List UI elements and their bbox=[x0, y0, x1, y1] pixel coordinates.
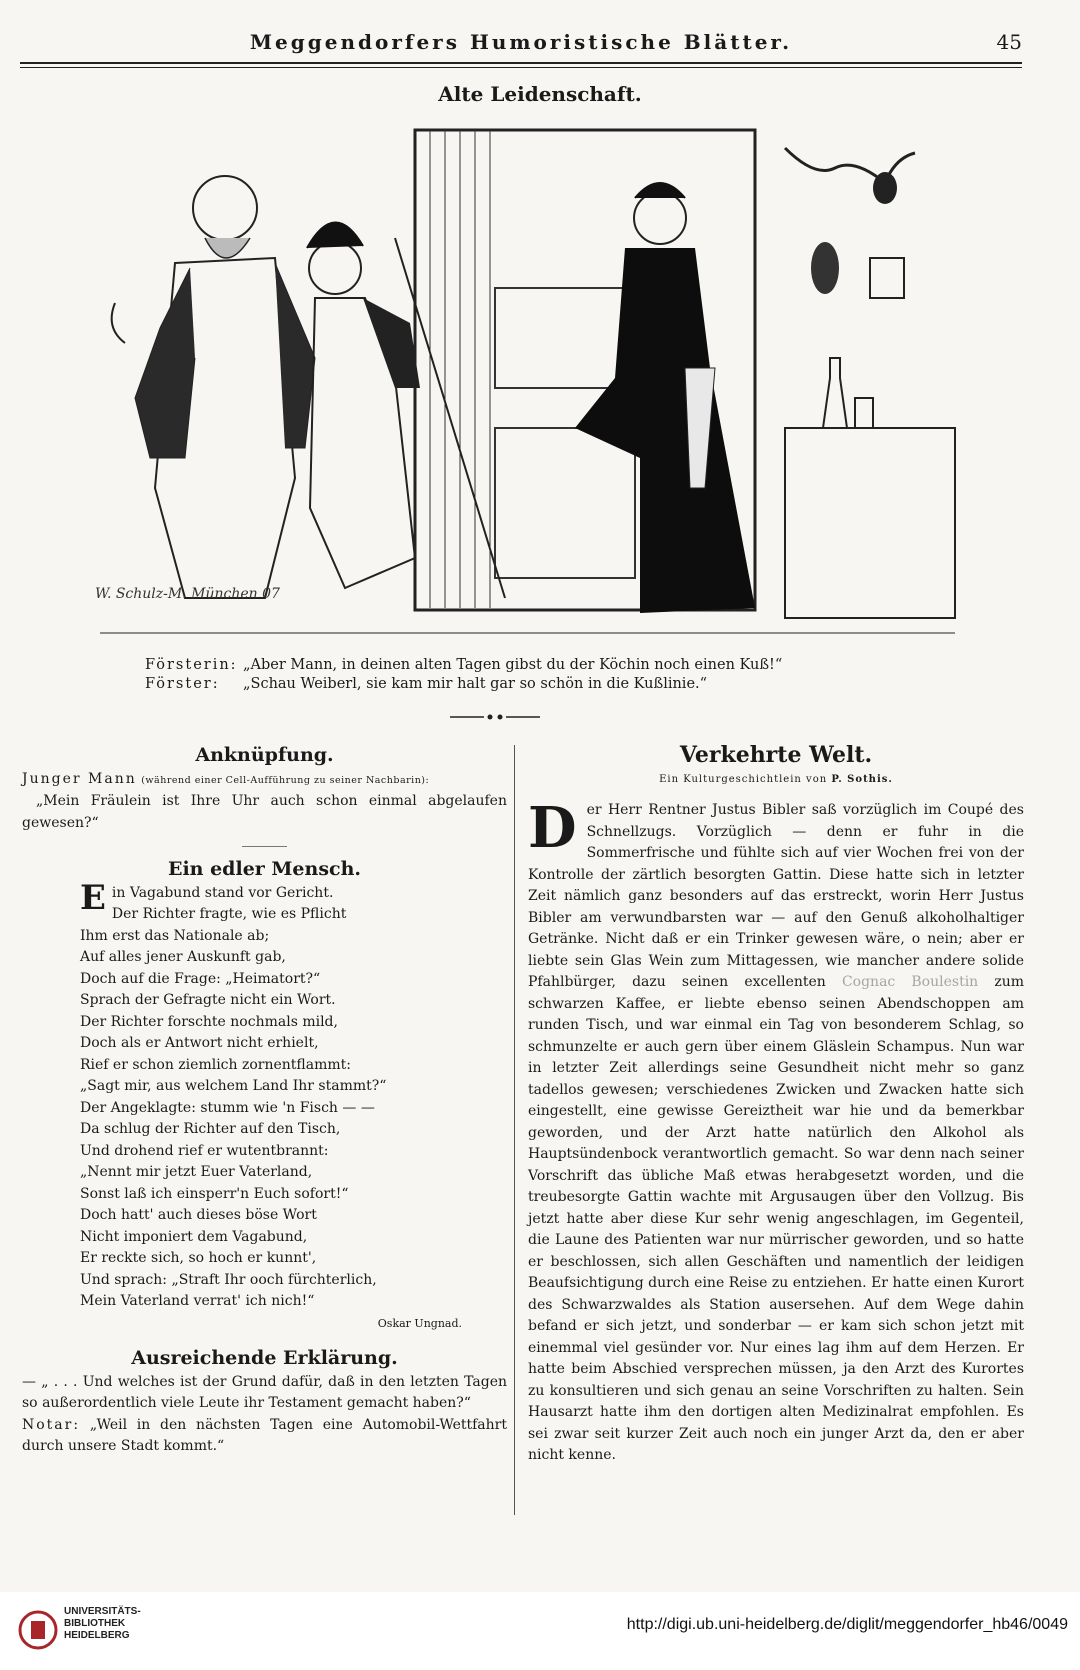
edel-author: Oskar Ungnad. bbox=[377, 1316, 462, 1330]
cartoon-caption bbox=[145, 656, 782, 694]
page-number: 45 bbox=[996, 30, 1022, 54]
column-divider bbox=[514, 745, 515, 1515]
aus-line-1: — „ . . . Und welches ist der Grund dafür, daß in den letzten Tagen so außerordentlich viele Leute ihr Testament gemacht haben?“ bbox=[22, 1373, 507, 1411]
deer-trophy-icon bbox=[873, 172, 897, 204]
chamois-trophy-icon bbox=[811, 242, 839, 294]
page-header bbox=[20, 30, 1022, 56]
caption-line-2: Förster: „Schau Weiberl, sie kam mir halt gar so schön in die Kußlinie.“ bbox=[145, 676, 708, 692]
header-rule bbox=[20, 62, 1022, 64]
right-column bbox=[528, 742, 1025, 1467]
artist-signature: W. Schulz-M. München 07 bbox=[95, 586, 280, 602]
story-body: Der Herr Rentner Justus Bibler saß vorzüglich im Coupé des Schnellzugs. Vorzüglich — denn er fuhr in die Sommerfrische und fühlte sich auf vier Wochen frei von der Kontrolle der zärtlich besorgten Gattin. Diese hatte sich in letzter Zeit nämlich ganz besonders auf das erstreckt, worin Herr Justus Bibler am verwundbarsten war — auf den Genuß alkoholhaltiger Getränke. Nicht daß er ein Trinker gewesen wäre, o nein; aber er liebte sein Glas Wein zum Mittagessen, wie mancher andere solide Pfahlbürger, dazu seinen excellenten Cognac Boulestin zum schwarzen Kaffee, er liebte ebenso seinen Abendschoppen am runden Tisch, und war einmal ein Tag von besonderem Schlag, so schmunzelte er auch gern über einem Gläslein Schampus. Nun war in letzter Zeit allerdings seine Gesundheit nicht mehr so ganz tadellos gewesen; verschiedenes Zwicken und Zwacken hatte sich eingestellt, eine gewisse Gereiztheit war hie und da bemerkbar geworden, und der Arzt hatte natürlich den Alkohol als Hauptsündenbock verantwortlich gemacht. So war denn nach seiner Vorschrift das übliche Maß etwas herabgesetzt worden, und die treubesorgte Gattin wachte mit Argusaugen über den Vollzug. Bis jetzt hatte aber diese Kur sehr wenig angeschlagen, im Gegenteil, die Laune des Patienten war nur mürrischer geworden, und so hatte er beschlossen, sich allen Geschäften und namentlich der leidigen Beaufsichtigung durch eine Reise zu entziehen. Er hatte einen Kurort des Schwarzwaldes als Station ausersehen. Auf dem Wege dahin befand er sich jetzt, und sonderbar — er kam sich schon jetzt mit einemmal viel gesünder vor. Nur eines lag ihm auf dem Herzen. Er hatte beim Abschied versprechen müssen, ja den Arzt des Kurortes zu konsultieren und sich genau an seine Vorschriften zu halten. Sein Hausarzt hatte ihm den dortigen alten Medizinalrat empfohlen. Es sei zwar seit kurzer Zeit auch noch ein junger Arzt da, den er aber nicht kenne. bbox=[528, 795, 1025, 1463]
ankn-title: Anknüpfung. bbox=[195, 744, 334, 766]
wall-picture-icon bbox=[870, 258, 904, 298]
broom-icon bbox=[395, 238, 505, 598]
carafe-icon bbox=[823, 358, 847, 428]
magazine-title: Meggendorfers Humoristische Blätter. bbox=[249, 30, 793, 54]
glass-icon bbox=[855, 398, 873, 428]
story-subtitle: Ein Kulturgeschichtlein von P. Sothis. bbox=[659, 773, 893, 785]
library-name: UNIVERSITÄTS- BIBLIOTHEK HEIDELBERG bbox=[64, 1606, 141, 1641]
source-url-link[interactable]: http://digi.ub.uni-heidelberg.de/diglit/meggendorfer_hb46/0049 bbox=[626, 1616, 1068, 1633]
cartoon-title: Alte Leidenschaft. bbox=[438, 82, 642, 106]
story-title: Verkehrte Welt. bbox=[679, 742, 873, 768]
section-separator bbox=[242, 846, 287, 847]
header-rule-thin bbox=[20, 67, 1022, 68]
university-seal-icon bbox=[18, 1610, 58, 1650]
left-column bbox=[22, 745, 507, 1458]
edel-poem: Ein Vagabund stand vor Gericht. Der Richter fragte, wie es Pflicht Ihm erst das Nationale ab; Auf alles jener Auskunft gab, Doch auf die Frage: „Heimatort?“ Sprach der Gefragte nicht ein Wort. Der Richter forschte nochmals mild, Doch als er Antwort nicht erhielt, Rief er schon ziemlich zornentflammt: „Sagt mir, aus welchem Land Ihr stammt?“ Der Angeklagte: stumm wie 'n Fisch — — Da schlug der Richter auf den Tisch, Und drohend rief er wutentbrannt: „Nennt mir jetzt Euer Vaterland, Sonst laß ich einsperr'n Euch sofort!“ Doch hatt' auch dieses böse Wort Nicht imponiert dem Vagabund, Er reckte sich, so hoch er kunnt', Und sprach: „Straft Ihr ooch fürchterlich, Mein Vaterland verrat' ich nich!“ bbox=[80, 877, 387, 1309]
ankn-text: Junger Mann (während einer Cell-Aufführung zu seiner Nachbarin): „Mein Fräulein ist Ihre Uhr auch schon einmal abgelaufen gewesen?“ bbox=[22, 770, 507, 831]
edel-title: Ein edler Mensch. bbox=[167, 858, 362, 880]
faded-phrase: Cognac Boulestin bbox=[841, 974, 979, 990]
aus-line-2: Notar: „Weil in den nächsten Tagen eine Automobil-Wettfahrt durch unsere Stadt kommt.“ bbox=[22, 1416, 507, 1454]
library-footer bbox=[0, 1592, 1080, 1670]
caption-line-1: Försterin: „Aber Mann, in deinen alten Tagen gibst du der Köchin noch einen Kuß!“ bbox=[145, 657, 783, 673]
ornament-divider-icon bbox=[450, 712, 540, 722]
cartoon-illustration bbox=[95, 128, 960, 638]
aus-title: Ausreichende Erklärung. bbox=[131, 1347, 398, 1369]
